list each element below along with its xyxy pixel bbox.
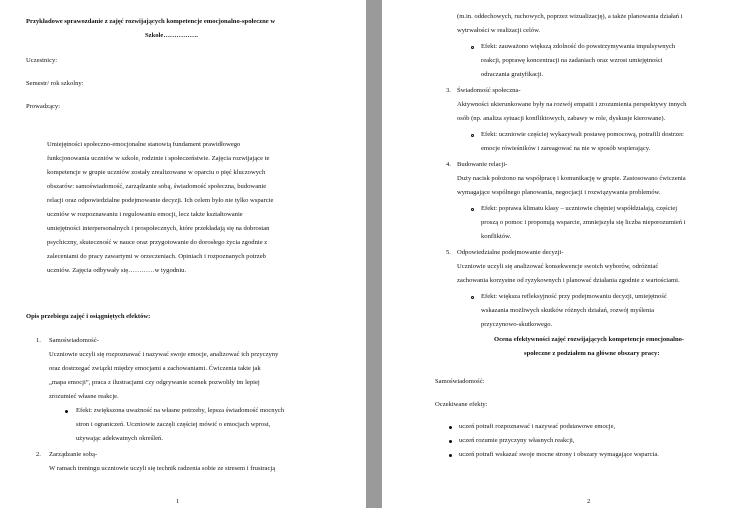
bullet-icon [65, 410, 68, 413]
intro-line: funkcjonowania uczniów w szkole, rodzinie i społeczeństwie. Zajęcia rozwijające te [47, 155, 270, 162]
effect-text: Efekt: zwiększona uważność na własne potrzeby, lepsza świadomość mocnych [76, 407, 285, 414]
list-item-text: oraz dostrzegać związki między emocjami a zachowaniami. Ćwiczenia takie jak [49, 365, 261, 372]
list-number: 3. [446, 87, 451, 94]
list-item-text: (m.in. oddechowych, ruchowych, poprzez wizualizację), a także planowania działań i [457, 13, 683, 20]
page-number: 1 [176, 498, 180, 505]
list-item-title: Samoświadomość- [49, 337, 99, 344]
list-item-text: Uczniowie uczyli się analizować konsekwencje swoich wyborów, odróżniać [457, 263, 659, 270]
list-item-text: zrozumieć własne reakcje. [49, 393, 119, 400]
list-number: 1. [36, 337, 41, 344]
document-page-1 [0, 0, 366, 508]
evaluation-heading-line-2: społeczne z podziałem na główne obszary pracy: [524, 350, 660, 357]
leader-label: Prowadzący: [26, 103, 61, 110]
self-awareness-label: Samoświadomość: [435, 378, 485, 385]
intro-line: umiejętności interpersonalnych i prospołecznych, które przekładają się na dobrostan [47, 225, 270, 232]
list-item-text: Uczniowie uczyli się rozpoznawać i nazywać swoje emocje, analizować ich przyczyny [49, 351, 279, 358]
sub-bullet-icon [471, 296, 474, 299]
effect-text: Efekt: większa refleksyjność przy podejmowaniu decyzji, umiejętność [481, 293, 667, 300]
intro-line: uczniów. Zajęcia odbywały się…………w tygodniu. [47, 267, 187, 274]
intro-line: kompetencje w grupie uczniów zostały zrealizowane w oparciu o pięć kluczowych [47, 169, 266, 176]
list-item-text: W ramach treningu uczniowie uczyli się technik radzenia sobie ze stresem i frustracją [49, 465, 276, 472]
effect-text: emocje rówieśników i zareagować na nie w sposób wspierający. [481, 145, 651, 152]
bullet-icon [449, 426, 452, 429]
document-page-2 [382, 0, 750, 508]
expected-item: uczeń potrafi wskazać swoje mocne strony i obszary wymagające wsparcia. [459, 451, 659, 458]
bullet-icon [449, 454, 452, 457]
bullet-icon [449, 440, 452, 443]
effect-text: proszą o pomoc i proponują wsparcie, zmniejszyła się liczba nieporozumień i [481, 219, 686, 226]
report-title-line-2: Szkole……………. [145, 32, 198, 39]
intro-line: zaleceniami do pracy zawartymi w orzeczeniach. Opiniach i rozpoznanych potrzeb [47, 253, 266, 260]
list-number: 5. [446, 249, 451, 256]
effect-text: wskazania możliwych skutków różnych działań, rozwój myślenia [481, 307, 655, 314]
intro-line: uczniów w rozpoznawaniu i regulowaniu emocji, lecz także kształtowanie [47, 211, 243, 218]
report-title-line-1: Przykładowe sprawozdanie z zajęć rozwijających kompetencje emocjonalno-społeczne w [26, 18, 276, 25]
semester-label: Semestr/ rok szkolny: [26, 80, 84, 87]
list-number: 2. [36, 451, 41, 458]
page-number: 2 [587, 498, 591, 505]
evaluation-heading-line-1: Ocena efektywności zajęć rozwijających kompetencje emocjonalno- [494, 336, 685, 343]
effect-text: odraczania gratyfikacji. [481, 71, 544, 78]
effect-text: Efekt: uczniowie częściej wykazywali postawę pomocową, potrafili dostrzec [481, 131, 684, 138]
list-item-text: zachowania korzystne od ryzykownych i planować działania zgodnie z wartościami. [457, 277, 680, 284]
effect-text: reakcji, poprawę koncentracji na zadaniach oraz wzrost umiejętności [481, 57, 663, 64]
expected-item: uczeń potrafi rozpoznawać i nazywać podstawowe emocje, [459, 423, 616, 430]
list-item-text: osób (np. analiza sytuacji konfliktowych, zabawy w role, dyskusje kierowane). [457, 115, 666, 122]
effect-text: przyczynowo-skutkowego. [481, 321, 553, 328]
list-item-text: wymagające wspólnego planowania, negocjacji i rozwiązywania problemów. [457, 189, 661, 196]
list-item-text: „mapa emocji”, praca z ilustracjami czy odgrywanie scenek pozwoliły im lepiej [49, 379, 260, 386]
effect-text: stron i ograniczeń. Uczniowie zaczęli częściej mówić o emocjach wprost, [76, 421, 271, 428]
section-heading: Opis przebiegu zajęć i osiągniętych efektów: [26, 313, 151, 320]
intro-line: obszarów: samoświadomość, zarządzanie sobą, świadomość społeczna, budowanie [47, 183, 267, 190]
list-item-title: Budowanie relacji- [457, 161, 508, 168]
sub-bullet-icon [471, 208, 474, 211]
participants-label: Uczestnicy: [26, 57, 58, 64]
intro-line: Umiejętności społeczno-emocjonalne stanowią fundament prawidłowego [47, 141, 241, 148]
sub-bullet-icon [471, 134, 474, 137]
list-item-title: Zarządzanie sobą- [49, 451, 98, 458]
list-number: 4. [446, 161, 451, 168]
expected-effects-label: Oczekiwane efekty: [435, 401, 488, 408]
intro-line: psychiczny, skuteczność w nauce oraz przygotowanie do dorosłego życia zgodnie z [47, 239, 268, 246]
list-item-text: wytrwałości w realizacji celów. [457, 27, 541, 34]
effect-text: Efekt: zauważono większą zdolność do powstrzymywania impulsywnych [481, 43, 676, 50]
list-item-title: Odpowiedzialne podejmowanie decyzji- [457, 249, 564, 256]
list-item-text: Duży nacisk położono na współpracę i komunikację w grupie. Zastosowano ćwiczenia [457, 175, 686, 182]
expected-item: uczeń rozumie przyczyny własnych reakcji, [459, 437, 575, 444]
intro-line: relacji oraz odpowiedzialne podejmowanie decyzji. Ich celem było nie tylko wsparcie [47, 197, 274, 204]
effect-text: konfliktów. [481, 233, 512, 240]
effect-text: Efekt: poprawa klimatu klasy – uczniowie chętniej współdziałają, częściej [481, 205, 678, 212]
sub-bullet-icon [471, 46, 474, 49]
list-item-text: Aktywności ukierunkowane były na rozwój empatii i zrozumienia perspektywy innych [457, 101, 687, 108]
effect-text: używając adekwatnych określeń. [76, 435, 163, 442]
list-item-title: Świadomość społeczna- [457, 87, 521, 94]
